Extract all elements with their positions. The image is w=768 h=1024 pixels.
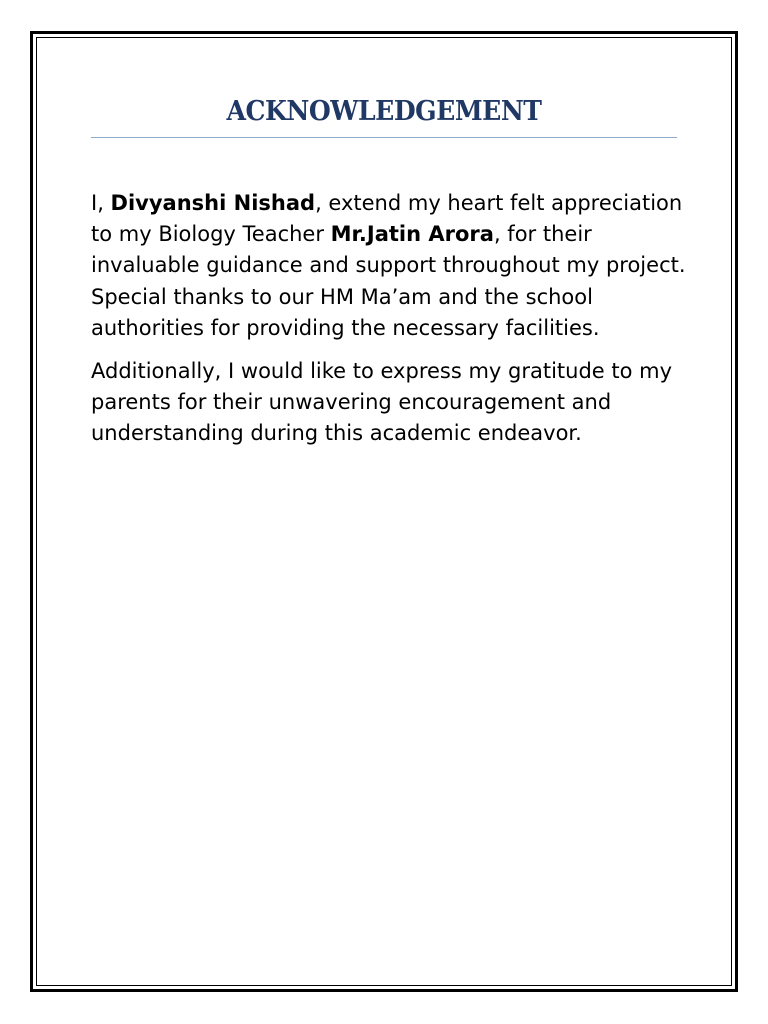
title-underline <box>91 137 677 138</box>
paragraph-gratitude-teacher <box>91 188 691 344</box>
student-name: Divyanshi Nishad <box>110 191 316 215</box>
paragraph-text: , extend my heart felt appreciation to my Biology Teacher <box>91 191 683 247</box>
page-title: ACKNOWLEDGEMENT <box>226 96 542 127</box>
paragraph-text: , for their invaluable guidance and support throughout my project. Special thanks to our HM Ma’am and the school authorities for providing the necessary facilities. <box>91 222 686 340</box>
teacher-name: Mr.Jatin Arora <box>330 222 494 247</box>
paragraph-text: I, <box>91 191 111 215</box>
paragraph-gratitude-parents: Additionally, I would like to express my gratitude to my parents for their unwavering encouragement and understanding during this academic endeavor. <box>91 359 673 446</box>
page-border-inner <box>36 37 732 986</box>
body-text <box>91 188 691 462</box>
